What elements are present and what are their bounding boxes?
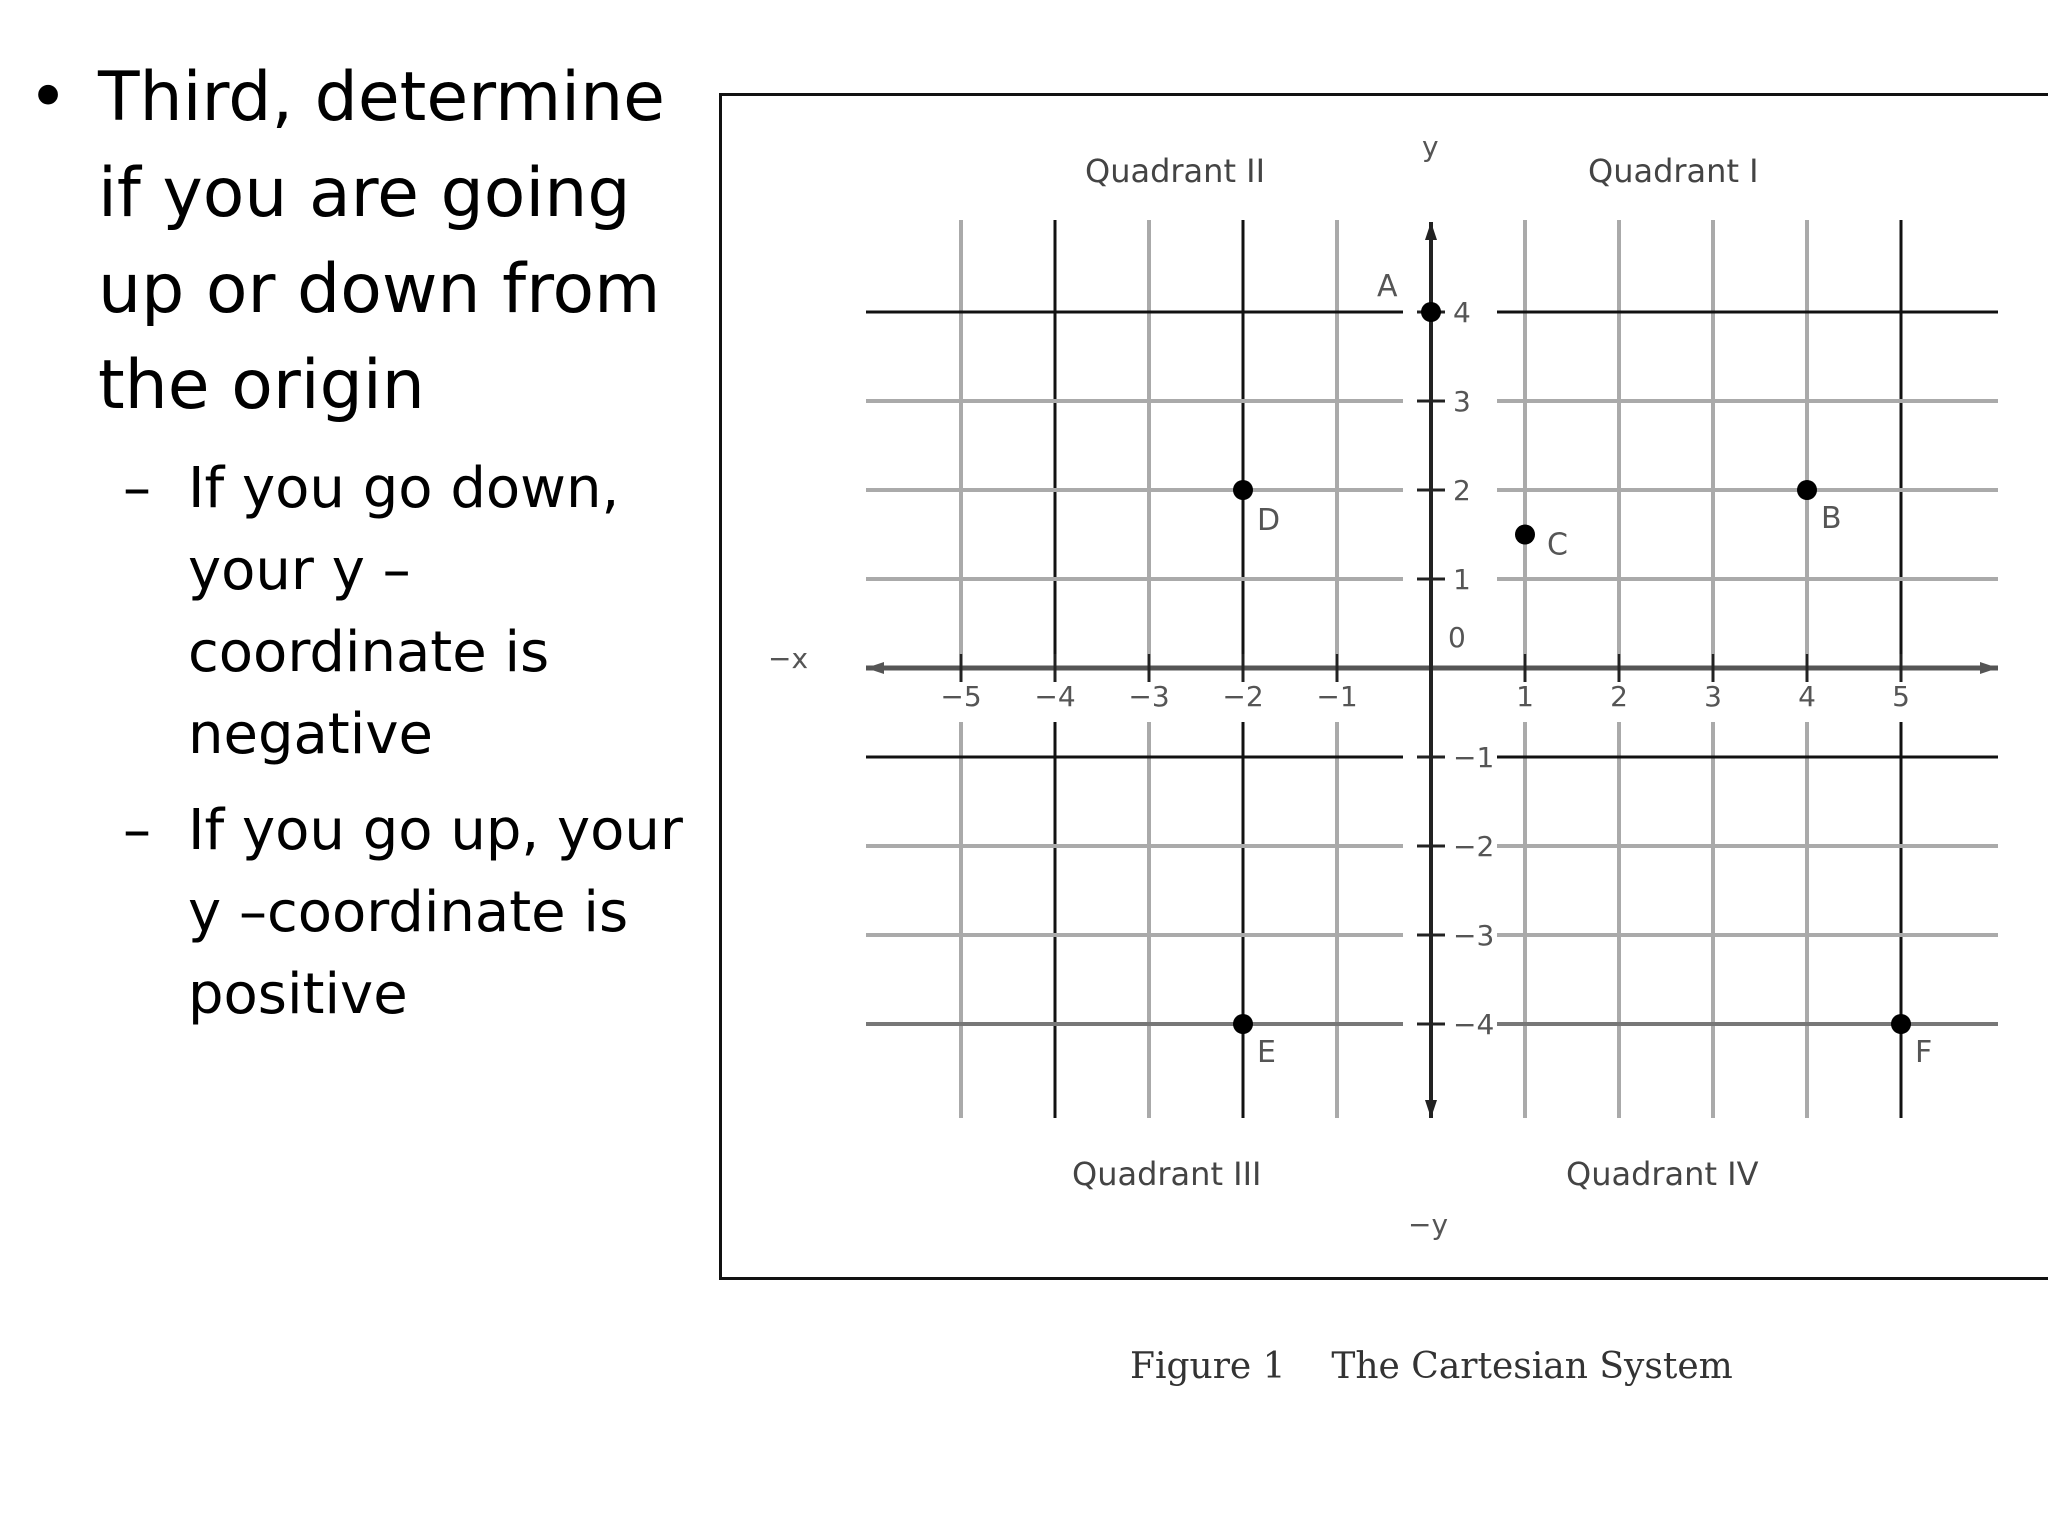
x-tick-label: −2 <box>1222 680 1264 713</box>
quadrant-label-1: Quadrant I <box>1588 152 1759 190</box>
bullet-glyph: • <box>28 58 69 137</box>
x-tick-label: 1 <box>1516 680 1534 713</box>
dash-glyph: – <box>123 798 151 863</box>
x-tick-label: 3 <box>1704 680 1722 713</box>
neg-y-axis-label: −y <box>1408 1208 1449 1241</box>
quadrant-label-2: Quadrant II <box>1085 152 1266 190</box>
main-bullet-text: Third, determine if you are going up or down from the origin <box>98 58 666 425</box>
x-tick-label: −4 <box>1034 680 1076 713</box>
quadrant-label-4: Quadrant IV <box>1566 1155 1759 1193</box>
point-label-d: D <box>1257 503 1281 538</box>
y-tick-label: 2 <box>1453 474 1471 507</box>
axes <box>866 222 1998 1118</box>
y-axis-arrow-up <box>1425 222 1437 240</box>
y-axis-label: y <box>1422 130 1439 163</box>
y-axis-arrow-down <box>1425 1100 1437 1118</box>
point-b <box>1797 480 1817 500</box>
dash-glyph: – <box>123 456 151 521</box>
x-tick-label: −1 <box>1316 680 1358 713</box>
sub-bullet-text: If you go down, your y – coordinate is negative <box>188 456 620 767</box>
point-f <box>1891 1014 1911 1034</box>
point-a <box>1421 302 1441 322</box>
point-d <box>1233 480 1253 500</box>
neg-x-axis-label: −x <box>768 642 809 675</box>
x-tick-label: 4 <box>1798 680 1816 713</box>
point-c <box>1515 525 1535 545</box>
point-label-f: F <box>1915 1035 1933 1070</box>
point-e <box>1233 1014 1253 1034</box>
y-tick-label: −1 <box>1453 741 1495 774</box>
y-tick-label: 3 <box>1453 385 1471 418</box>
x-tick-label: −5 <box>940 680 982 713</box>
point-label-e: E <box>1257 1035 1276 1070</box>
quadrant-label-3: Quadrant III <box>1072 1155 1262 1193</box>
x-tick-label: −3 <box>1128 680 1170 713</box>
figure-caption: Figure 1 The Cartesian System <box>1130 1346 1733 1387</box>
y-tick-label: −4 <box>1453 1008 1495 1041</box>
y-tick-label: −2 <box>1453 830 1495 863</box>
y-tick-label: 4 <box>1453 296 1471 329</box>
x-tick-label: 5 <box>1892 680 1910 713</box>
origin-label: 0 <box>1448 621 1466 654</box>
sub-bullet-text: If you go up, your y –coordinate is positive <box>188 798 683 1027</box>
x-axis-arrow-right <box>1980 662 1998 674</box>
x-axis-arrow-left <box>866 662 884 674</box>
point-label-b: B <box>1821 501 1842 536</box>
point-label-c: C <box>1547 527 1568 563</box>
y-tick-label: 1 <box>1453 563 1471 596</box>
point-label-a: A <box>1377 269 1398 304</box>
y-tick-label: −3 <box>1453 919 1495 952</box>
x-tick-label: 2 <box>1610 680 1628 713</box>
